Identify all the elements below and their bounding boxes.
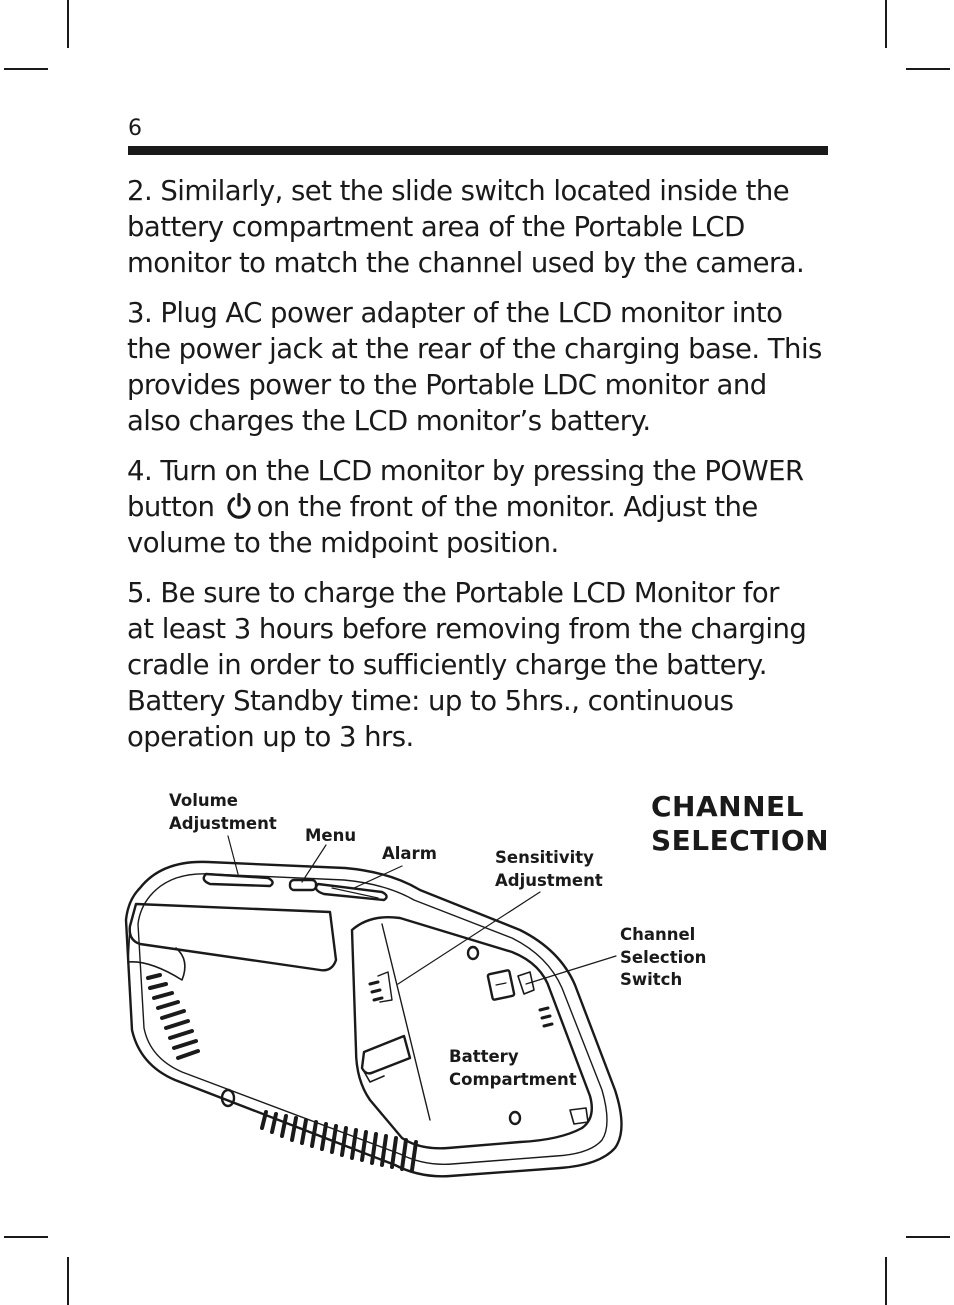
text-line: Battery Standby time: up to 5hrs., continuous — [127, 685, 734, 717]
instructions — [127, 173, 832, 769]
channel-selection-switch-label — [620, 924, 706, 992]
text-fragment: button — [127, 491, 215, 523]
crop-mark — [906, 68, 950, 70]
text-line: monitor to match the channel used by the camera. — [127, 247, 805, 279]
label-line: Volume — [169, 791, 238, 810]
page-number: 6 — [128, 116, 142, 141]
header-rule — [128, 146, 828, 155]
label-line: Battery — [449, 1047, 519, 1066]
label-line: Switch — [620, 970, 683, 989]
step-2-paragraph — [127, 173, 832, 281]
crop-mark — [67, 1257, 69, 1305]
text-line: also charges the LCD monitor’s battery. — [127, 405, 651, 437]
text-line: operation up to 3 hrs. — [127, 721, 414, 753]
text-line: 4. Turn on the LCD monitor by pressing the POWER — [127, 455, 804, 487]
crop-mark — [4, 1236, 48, 1238]
text-line: cradle in order to sufficiently charge the battery. — [127, 649, 767, 681]
label-line: Compartment — [449, 1069, 577, 1089]
label-line: Channel — [620, 925, 696, 944]
crop-mark — [4, 68, 48, 70]
label-line: Adjustment — [169, 813, 277, 833]
menu-label: Menu — [305, 826, 357, 845]
monitor-diagram — [0, 770, 954, 1200]
text-line: 5. Be sure to charge the Portable LCD Monitor for — [127, 577, 779, 609]
crop-mark — [906, 1236, 950, 1238]
text-line: provides power to the Portable LDC monitor and — [127, 369, 767, 401]
crop-mark — [67, 0, 69, 48]
heading-line: SELECTION — [651, 824, 830, 857]
step-3-paragraph — [127, 295, 832, 439]
power-icon — [225, 492, 253, 520]
text-line: the power jack at the rear of the charging base. This — [127, 333, 822, 365]
text-line — [127, 489, 832, 525]
crop-mark — [885, 0, 887, 48]
volume-adjustment-label — [169, 790, 277, 835]
alarm-label: Alarm — [382, 844, 437, 863]
label-line: Selection — [620, 947, 707, 967]
diagram-heading — [651, 790, 829, 858]
text-line: 3. Plug AC power adapter of the LCD monitor into — [127, 297, 783, 329]
label-line: Adjustment — [495, 870, 603, 890]
text-fragment: on the front of the monitor. Adjust the — [256, 491, 758, 523]
label-line: Sensitivity — [495, 848, 594, 867]
step-4-paragraph — [127, 453, 832, 561]
sensitivity-adjustment-label — [495, 847, 603, 892]
battery-compartment-label — [449, 1046, 577, 1091]
crop-mark — [885, 1257, 887, 1305]
heading-line: CHANNEL — [651, 790, 804, 823]
text-line: at least 3 hours before removing from the charging — [127, 613, 807, 645]
text-line: battery compartment area of the Portable LCD — [127, 211, 745, 243]
text-line: volume to the midpoint position. — [127, 527, 559, 559]
step-5-paragraph — [127, 575, 832, 755]
text-line: 2. Similarly, set the slide switch located inside the — [127, 175, 790, 207]
